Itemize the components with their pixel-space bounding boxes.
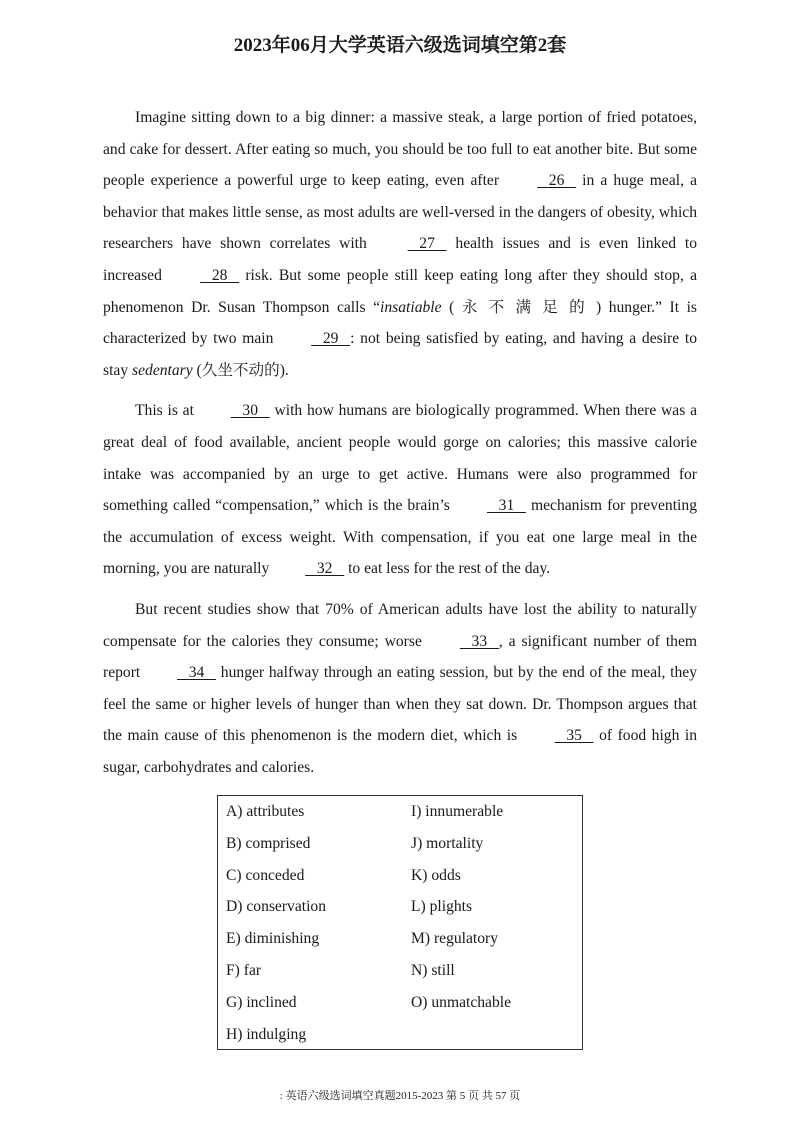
passage-text: risk. But some people still keep eating long after they should stop, a phenomenon Dr. Susan Thompson calls “ — [103, 266, 697, 316]
page-title: 2023年06月大学英语六级选词填空第2套 — [233, 35, 567, 56]
passage — [103, 102, 697, 792]
word-option: B) comprised — [226, 834, 311, 852]
answer-blank: 29 — [311, 330, 351, 348]
answer-blank: 28 — [200, 266, 240, 284]
word-option: H) indulging — [226, 1025, 307, 1043]
word-option: A) attributes — [226, 803, 305, 820]
answer-blank: 30 — [230, 402, 270, 420]
word-option: G) inclined — [226, 993, 297, 1011]
answer-blank: 33 — [459, 632, 499, 650]
word-option: O) unmatchable — [411, 993, 512, 1011]
passage-text: health issues and is even linked to increased — [103, 235, 698, 284]
passage-text: mechanism for preventing the accumulation of excess weight. With compensation, if you eat one large meal in the morning, you are naturally — [103, 497, 697, 578]
passage-text: , a significant number of them report — [103, 632, 697, 682]
page-footer: : 英语六级选词填空真题2015-2023 第 5 页 共 57 页 — [279, 1090, 521, 1102]
answer-blank: 26 — [537, 172, 577, 190]
answer-blank: 32 — [305, 560, 345, 578]
passage-text: Imagine sitting down to a big dinner: a massive steak, a large portion of fried potatoes, and cake for dessert. After eating so much, you should be too full to eat another bite. But some people experience a powerful urge to keep eating, even after — [103, 109, 697, 190]
italic-term: insatiable — [380, 298, 442, 316]
word-option: F) far — [226, 961, 262, 979]
answer-blank: 27 — [407, 235, 447, 253]
passage-text: hunger halfway through an eating session, but by the end of the meal, they feel the same or higher levels of hunger than when they sat down. Dr. Thompson argues that the main cause of this phenomenon is the modern diet, which is — [103, 664, 697, 745]
passage-text: with how humans are biologically programmed. When there was a great deal of food available, ancient people would gorge on calories; this massive calorie intake was accompanied by an urge to get active. Humans were also programmed for something called “compensation,” which is the brain’s — [103, 402, 697, 515]
paragraph-2 — [103, 395, 697, 585]
passage-text: This is at — [135, 402, 199, 420]
word-bank — [217, 795, 583, 1050]
word-option: J) mortality — [411, 834, 484, 852]
passage-text: But recent studies show that 70% of American adults have lost the ability to naturally compensate for the calories they consume; worse — [103, 600, 697, 650]
word-option: N) still — [411, 961, 455, 979]
word-option: K) odds — [411, 866, 461, 884]
passage-text: (久坐不动的). — [192, 361, 289, 379]
word-option: E) diminishing — [226, 930, 320, 948]
word-bank-right-column — [411, 800, 511, 1023]
word-option: D) conservation — [226, 898, 327, 916]
passage-text: ( 永 不 满 足 的 ) hunger.” It is characterized by two main — [103, 298, 697, 348]
answer-blank: 35 — [554, 727, 594, 745]
answer-blank: 31 — [486, 497, 526, 515]
word-bank-left-column — [226, 800, 326, 1054]
paragraph-1 — [103, 102, 697, 386]
word-option: L) plights — [411, 898, 473, 916]
word-option: C) conceded — [226, 866, 305, 884]
word-option: M) regulatory — [411, 930, 499, 948]
passage-text: of food high in sugar, carbohydrates and calories. — [103, 727, 697, 776]
passage-text: to eat less for the rest of the day. — [344, 560, 551, 578]
passage-text: in a huge meal, a behavior that makes little sense, as most adults are well-versed in the dangers of obesity, which researchers have shown correlates with — [103, 172, 697, 253]
italic-term: sedentary — [132, 361, 193, 379]
passage-text: : not being satisfied by eating, and having a desire to stay — [103, 330, 698, 379]
paragraph-3 — [103, 594, 697, 784]
answer-blank: 34 — [177, 664, 217, 682]
word-option: I) innumerable — [411, 803, 504, 820]
